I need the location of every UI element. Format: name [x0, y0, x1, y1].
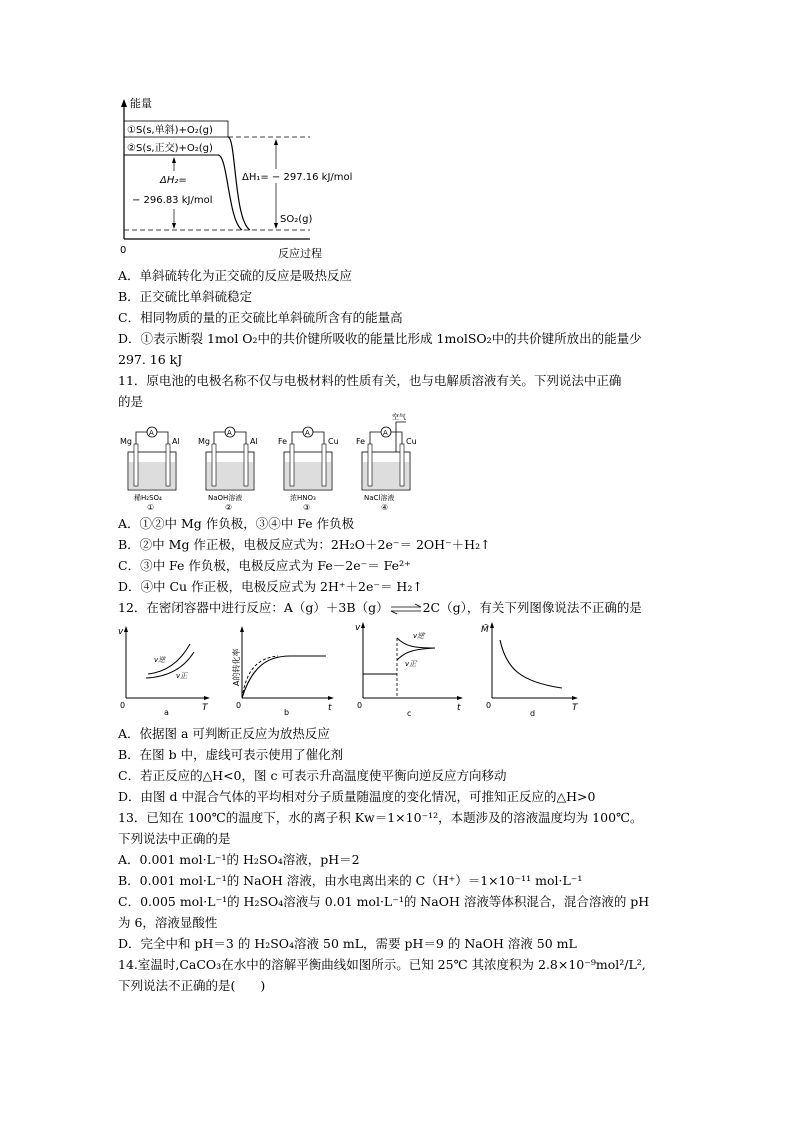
graph-a-caption: a	[164, 708, 169, 717]
graph-d-x-label: T	[572, 703, 578, 713]
graph-d-caption: d	[530, 709, 536, 718]
q14-stem: 14.室温时,CaCO₃在水中的溶解平衡曲线如图所示。已知 25℃ 其浓度积为 2.8×10⁻⁹mol²/L²,	[118, 957, 646, 972]
energy-label-2: ②S(s,正交)+O₂(g)	[127, 143, 213, 154]
q11-option-c: C．③中 Fe 作负极，电极反应式为 Fe－2e⁻＝ Fe²⁺	[118, 558, 411, 573]
graph-d-origin: 0	[486, 701, 492, 710]
cell-4-air: 空气	[392, 413, 406, 421]
q12-option-c: C．若正反应的△H<0，图 c 可表示升高温度使平衡向逆反应方向移动	[118, 768, 507, 783]
cell-1-meter: A	[149, 429, 154, 437]
cell-3-right-electrode: Cu	[328, 437, 339, 446]
q13-option-a: A．0.001 mol·L⁻¹的 H₂SO₄溶液，pH＝2	[118, 852, 360, 867]
q11-option-a: A．①②中 Mg 作负极，③④中 Fe 作负极	[118, 516, 355, 531]
q10-option-a: A．单斜硫转化为正交硫的反应是吸热反应	[118, 268, 353, 283]
graph-a-series-2: v正	[176, 672, 188, 680]
cell-2-num: ②	[225, 503, 233, 512]
energy-product: SO₂(g)	[280, 214, 313, 225]
q10-option-d: D．①表示断裂 1mol O₂中的共价键所吸收的能量比形成 1molSO₂中的共价键所放出的能量少	[118, 331, 642, 346]
graph-d-y-label: M̄	[481, 625, 489, 635]
cell-4	[356, 412, 417, 512]
q11-option-d: D．④中 Cu 作正极，电极反应式为 2H⁺＋2e⁻＝ H₂↑	[118, 579, 423, 594]
graph-c-origin: 0	[357, 701, 363, 710]
q13-option-c: C．0.005 mol·L⁻¹的 H₂SO₄溶液与 0.01 mol·L⁻¹的 NaOH 溶液等体积混合，混合溶液的 pH	[118, 894, 650, 909]
cell-4-num: ④	[381, 503, 389, 512]
graph-a-y-label: v	[118, 627, 124, 637]
cell-2-left-electrode: Mg	[198, 437, 210, 446]
cell-3-num: ③	[303, 503, 311, 512]
q10-option-c: C．相同物质的量的正交硫比单斜硫所含有的能量高	[118, 310, 403, 325]
energy-y-label: 能量	[130, 97, 152, 110]
q11-stem-cont: 的是	[118, 394, 144, 409]
cell-3-solution: 浓HNO₃	[290, 494, 316, 502]
cell-4-left-electrode: Fe	[356, 437, 366, 446]
energy-x-label: 反应过程	[278, 247, 322, 260]
q14-stem-cont: 下列说法不正确的是( )	[118, 978, 266, 993]
graph-c-caption: c	[407, 709, 412, 718]
q12-option-b: B．在图 b 中，虚线可表示使用了催化剂	[118, 747, 344, 762]
q13-stem-cont: 下列说法中正确的是	[118, 831, 231, 846]
cell-1-left-electrode: Mg	[120, 437, 132, 446]
cell-1	[120, 427, 180, 512]
q12-stem-b: 2C（g），有关下列图像说法不正确的是	[422, 600, 642, 615]
energy-origin: 0	[120, 245, 127, 256]
cell-2-right-electrode: Al	[250, 437, 258, 446]
graph-b-origin: 0	[236, 701, 242, 710]
graph-a-origin: 0	[120, 701, 126, 710]
graph-a-series-1: v逆	[154, 656, 166, 664]
q11-stem: 11．原电池的电极名称不仅与电极材料的性质有关，也与电解质溶液有关。下列说法中正确	[118, 373, 622, 388]
energy-dh1: ΔH₁= − 297.16 kJ/mol	[242, 172, 353, 183]
energy-dh2-b: − 296.83 kJ/mol	[132, 195, 213, 206]
energy-label-1: ①S(s,单斜)+O₂(g)	[127, 125, 213, 136]
cell-2	[198, 427, 258, 512]
graph-c	[355, 618, 470, 718]
cell-2-solution: NaOH溶液	[208, 494, 243, 502]
graph-c-series-1: v逆′	[413, 632, 426, 640]
q13-option-d: D．完全中和 pH＝3 的 H₂SO₄溶液 50 mL，需要 pH＝9 的 NaOH 溶液 50 mL	[118, 936, 577, 951]
graph-b-y-label: A的转化率	[232, 648, 241, 686]
cell-1-right-electrode: Al	[172, 437, 180, 446]
energy-diagram	[110, 95, 370, 265]
q13-option-c-cont: 为 6，溶液显酸性	[118, 915, 218, 930]
q12-stem	[118, 599, 642, 616]
q10-option-b: B．正交硫比单斜硫稳定	[118, 289, 253, 304]
graph-c-x-label: t	[457, 703, 461, 713]
cell-1-solution: 稀H₂SO₄	[134, 494, 162, 502]
cell-2-meter: A	[227, 429, 232, 437]
graph-b-caption: b	[284, 708, 290, 717]
cell-4-right-electrode: Cu	[406, 437, 417, 446]
cell-1-num: ①	[147, 503, 155, 512]
q12-stem-a: 12．在密闭容器中进行反应：A（g）＋3B（g）	[118, 600, 389, 615]
graph-b	[230, 622, 340, 717]
graph-b-x-label: t	[328, 703, 332, 713]
graph-c-series-2: v正′	[405, 660, 418, 668]
q10-option-d-cont: 297. 16 kJ	[118, 352, 183, 367]
graph-d	[480, 618, 585, 718]
q12-option-d: D．由图 d 中混合气体的平均相对分子质量随温度的变化情况，可推知正反应的△H>0	[118, 789, 596, 804]
q13-option-b: B．0.001 mol·L⁻¹的 NaOH 溶液，由水电离出来的 C（H⁺）＝1×10⁻¹¹ mol·L⁻¹	[118, 873, 583, 888]
energy-dh2-a: ΔH₂=	[160, 175, 187, 186]
cell-4-solution: NaCl溶液	[364, 494, 395, 502]
cell-4-meter: A	[383, 429, 388, 437]
cell-3-meter: A	[305, 429, 310, 437]
graph-a	[118, 622, 213, 717]
equilibrium-arrow	[389, 604, 423, 614]
galvanic-cells-figure	[118, 412, 428, 512]
graph-a-x-label: T	[202, 703, 208, 713]
cell-3-left-electrode: Fe	[278, 437, 288, 446]
q12-option-a: A．依据图 a 可判断正反应为放热反应	[118, 726, 330, 741]
graph-c-y-label: v	[355, 623, 361, 633]
q13-stem: 13．已知在 100℃的温度下，水的离子积 Kw＝1×10⁻¹²，本题涉及的溶液温度均为 100℃。	[118, 810, 643, 825]
cell-3	[278, 427, 339, 512]
q11-option-b: B．②中 Mg 作正极，电极反应式为：2H₂O＋2e⁻＝ 2OH⁻＋H₂↑	[118, 537, 491, 552]
